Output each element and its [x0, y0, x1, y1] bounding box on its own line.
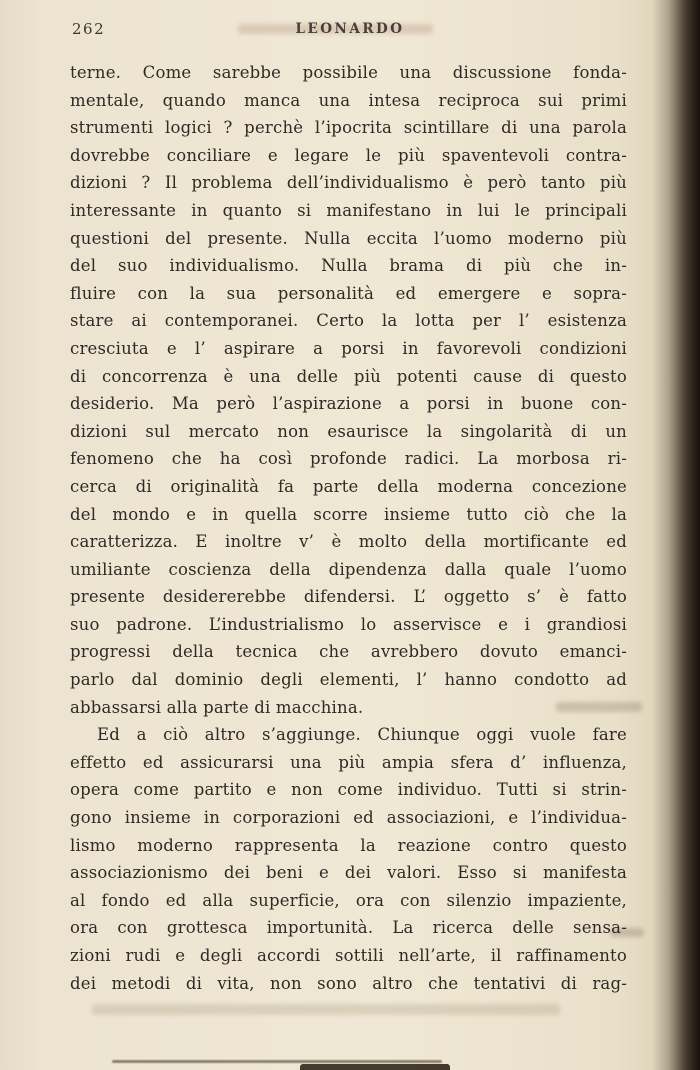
- text-line: parlo dal dominio degli elementi, l’ hanno condotto ad: [70, 670, 627, 690]
- text-line: del mondo e in quella scorre insieme tutto ciò che la: [70, 504, 627, 524]
- text-line: strumenti logici ? perchè l’ipocrita scintillare di una parola: [70, 118, 627, 138]
- text-line: abbassarsi alla parte di macchina.: [70, 697, 364, 717]
- running-title: LEONARDO: [295, 21, 405, 37]
- text-line: dovrebbe conciliare e legare le più spaventevoli contra-: [70, 145, 627, 165]
- page-body: [70, 59, 627, 997]
- text-line: dei metodi di vita, non sono altro che tentativi di rag-: [70, 973, 627, 993]
- text-line: ora con grottesca importunità. La ricerca delle sensa-: [70, 918, 627, 938]
- text-line: fluire con la sua personalità ed emergere e sopra-: [70, 283, 627, 303]
- text-line: caratterizza. E inoltre v’ è molto della mortificante ed: [70, 532, 627, 552]
- text-line: interessante in quanto si manifestano in lui le principali: [70, 200, 627, 220]
- text-line: presente desidererebbe difendersi. L’ oggetto s’ è fatto: [70, 587, 627, 607]
- text-line: mentale, quando manca una intesa reciproca sui primi: [70, 90, 627, 110]
- text-line: suo padrone. L’industrialismo lo asservisce e i grandiosi: [70, 614, 627, 634]
- text-line: di concorrenza è una delle più potenti cause di questo: [70, 366, 627, 386]
- page-number: 262: [72, 20, 106, 38]
- text-line: al fondo ed alla superficie, ora con silenzio impaziente,: [70, 890, 627, 910]
- scan-edge-shadow: [652, 0, 700, 1070]
- text-line: cresciuta e l’ aspirare a porsi in favorevoli condizioni: [70, 338, 627, 358]
- text-line: dizioni sul mercato non esaurisce la singolarità di un: [70, 421, 627, 441]
- text-line: gono insieme in corporazioni ed associazioni, e l’individua-: [70, 808, 627, 828]
- text-line: progressi della tecnica che avrebbero dovuto emanci-: [70, 642, 627, 662]
- text-line: desiderio. Ma però l’aspirazione a porsi in buone con-: [70, 394, 627, 414]
- text-line: umiliante coscienza della dipendenza dalla quale l’uomo: [70, 559, 627, 579]
- text-line: fenomeno che ha così profonde radici. La morbosa ri-: [70, 449, 627, 469]
- bleed-through-smudge: [92, 1004, 560, 1015]
- text-line: opera come partito e non come individuo. Tutti si strin-: [70, 780, 627, 800]
- text-line: questioni del presente. Nulla eccita l’uomo moderno più: [70, 228, 627, 248]
- text-line: cerca di originalità fa parte della moderna concezione: [70, 476, 627, 496]
- text-line: stare ai contemporanei. Certo la lotta per l’ esistenza: [70, 311, 627, 331]
- text-line: effetto ed assicurarsi una più ampia sfera d’ influenza,: [70, 752, 627, 772]
- text-line: zioni rudi e degli accordi sottili nell’arte, il raffinamento: [70, 946, 627, 965]
- scan-edge-bottom-mark: [300, 1064, 450, 1070]
- paragraph: [70, 59, 627, 721]
- text-line: terne. Come sarebbe possibile una discussione fonda-: [70, 63, 627, 82]
- paragraph: [70, 721, 627, 997]
- text-line: Ed a ciò altro s’aggiunge. Chiunque oggi vuole fare: [97, 725, 627, 745]
- text-line: del suo individualismo. Nulla brama di più che in-: [70, 256, 627, 276]
- text-line: lismo moderno rappresenta la reazione contro questo: [70, 835, 627, 855]
- text-line: dizioni ? Il problema dell’individualismo è però tanto più: [70, 173, 627, 193]
- scan-edge-bottom-line: [112, 1060, 442, 1063]
- text-line: associazionismo dei beni e dei valori. Esso si manifesta: [70, 863, 627, 883]
